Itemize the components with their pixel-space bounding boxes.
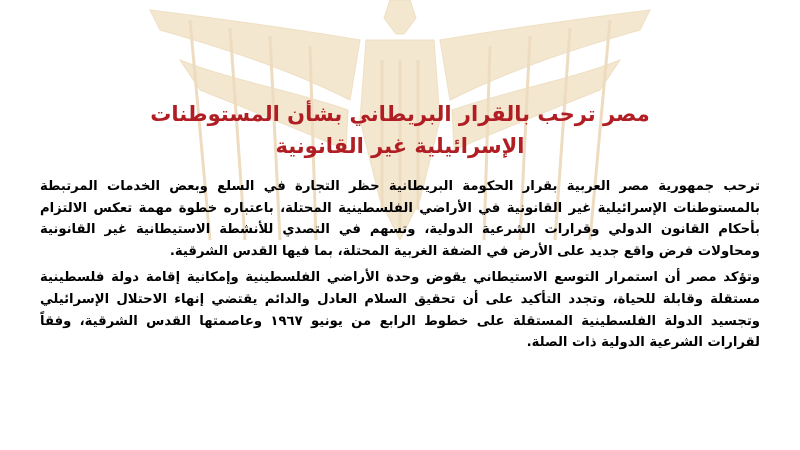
- title-line-1: مصر ترحب بالقرار البريطاني بشأن المستوطنات: [150, 102, 650, 126]
- statement-body: [40, 176, 760, 354]
- paragraph-2: وتؤكد مصر أن استمرار التوسع الاستيطاني يقوض وحدة الأراضي الفلسطينية وإمكانية إقامة دولة فلسطينية مستقلة وقابلة للحياة، وتجدد التأكيد على أن تحقيق السلام العادل والدائم يقتضي إنهاء الاحتلال الإسرائيلي وتجسيد الدولة الفلسطينية المستقلة على خطوط الرابع من يونيو ١٩٦٧ وعاصمتها القدس الشرقية، وفقاً لقرارات الشرعية الدولية ذات الصلة.: [40, 270, 761, 351]
- title-line-2: الإسرائيلية غير القانونية: [275, 134, 525, 158]
- page-title: [40, 0, 760, 162]
- paragraph-1: ترحب جمهورية مصر العربية بقرار الحكومة البريطانية حظر التجارة في السلع وبعض الخدمات المرتبطة بالمستوطنات الإسرائيلية غير القانونية في الأراضي الفلسطينية المحتلة، باعتباره خطوة مهمة تعكس الالتزام بأحكام القانون الدولي وقرارات الشرعية الدولية، وتسهم في التصدي للأنشطة الاستيطانية غير القانونية ومحاولات فرض واقع جديد على الأرض في الضفة الغربية المحتلة، بما فيها القدس الشرقية.: [40, 179, 760, 259]
